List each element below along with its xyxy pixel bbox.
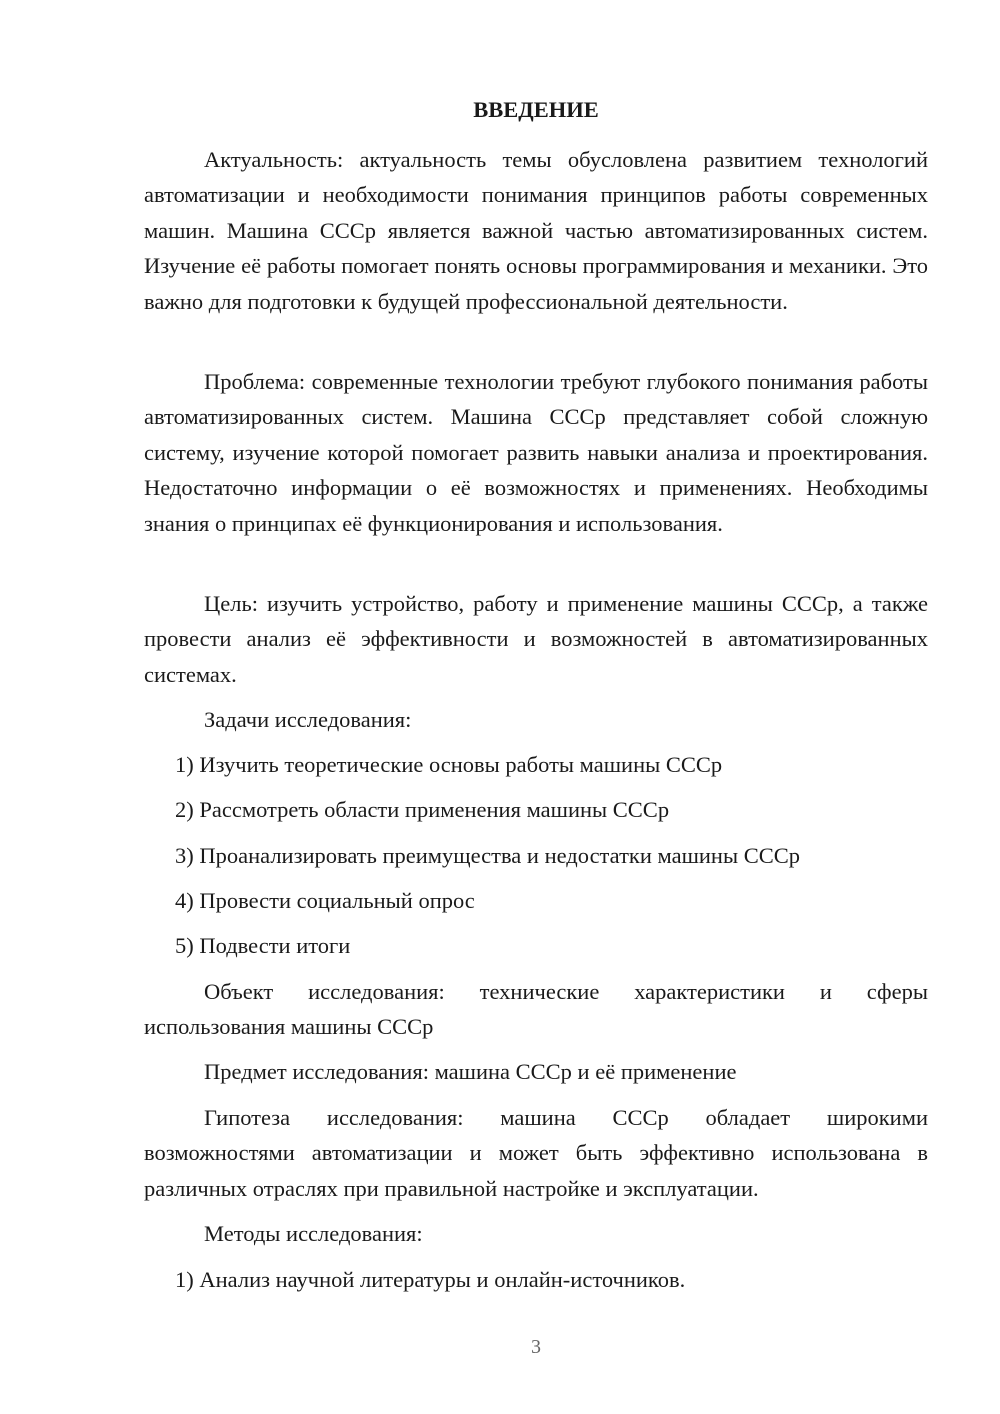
methods-title: Методы исследования: (204, 1221, 423, 1246)
task-item-5: 5) Подвести итоги (175, 933, 351, 958)
method-item-1: 1) Анализ научной литературы и онлайн-источников. (175, 1267, 686, 1292)
task-item-3: 3) Проанализировать преимущества и недостатки машины СССр (175, 843, 800, 868)
task-item-1: 1) Изучить теоретические основы работы машины СССр (175, 752, 723, 777)
task-item-2: 2) Рассмотреть области применения машины СССр (175, 797, 670, 822)
object-paragraph: Объект исследования: технические характеристики и сферы использования машины СССр (144, 979, 928, 1040)
goal-paragraph: Цель: изучить устройство, работу и применение машины СССр, а также провести анализ её эффективности и возможностей в автоматизированных системах. (144, 591, 928, 687)
subject-paragraph: Предмет исследования: машина СССр и её применение (204, 1059, 737, 1084)
problem-paragraph: Проблема: современные технологии требуют глубокого понимания работы автоматизированных систем. Машина СССр представляет собой сложную систему, изучение которой помогает развить навыки анализа и проектирования. Недостаточно информации о её возможностях и применениях. Необходимы знания о принципах её функционирования и использования. (144, 369, 928, 536)
hypothesis-paragraph: Гипотеза исследования: машина СССр обладает широкими возможностями автоматизации и может быть эффективно использована в различных отраслях при правильной настройке и эксплуатации. (144, 1105, 928, 1201)
tasks-title: Задачи исследования: (204, 707, 412, 732)
section-heading: ВВЕДЕНИЕ (473, 97, 599, 122)
relevance-paragraph: Актуальность: актуальность темы обусловлена развитием технологий автоматизации и необходимости понимания принципов работы современных машин. Машина СССр является важной частью автоматизированных систем. Изучение её работы помогает понять основы программирования и механики. Это важно для подготовки к будущей профессиональной деятельности. (144, 147, 928, 314)
task-item-4: 4) Провести социальный опрос (175, 888, 475, 913)
page-number: 3 (531, 1336, 541, 1358)
